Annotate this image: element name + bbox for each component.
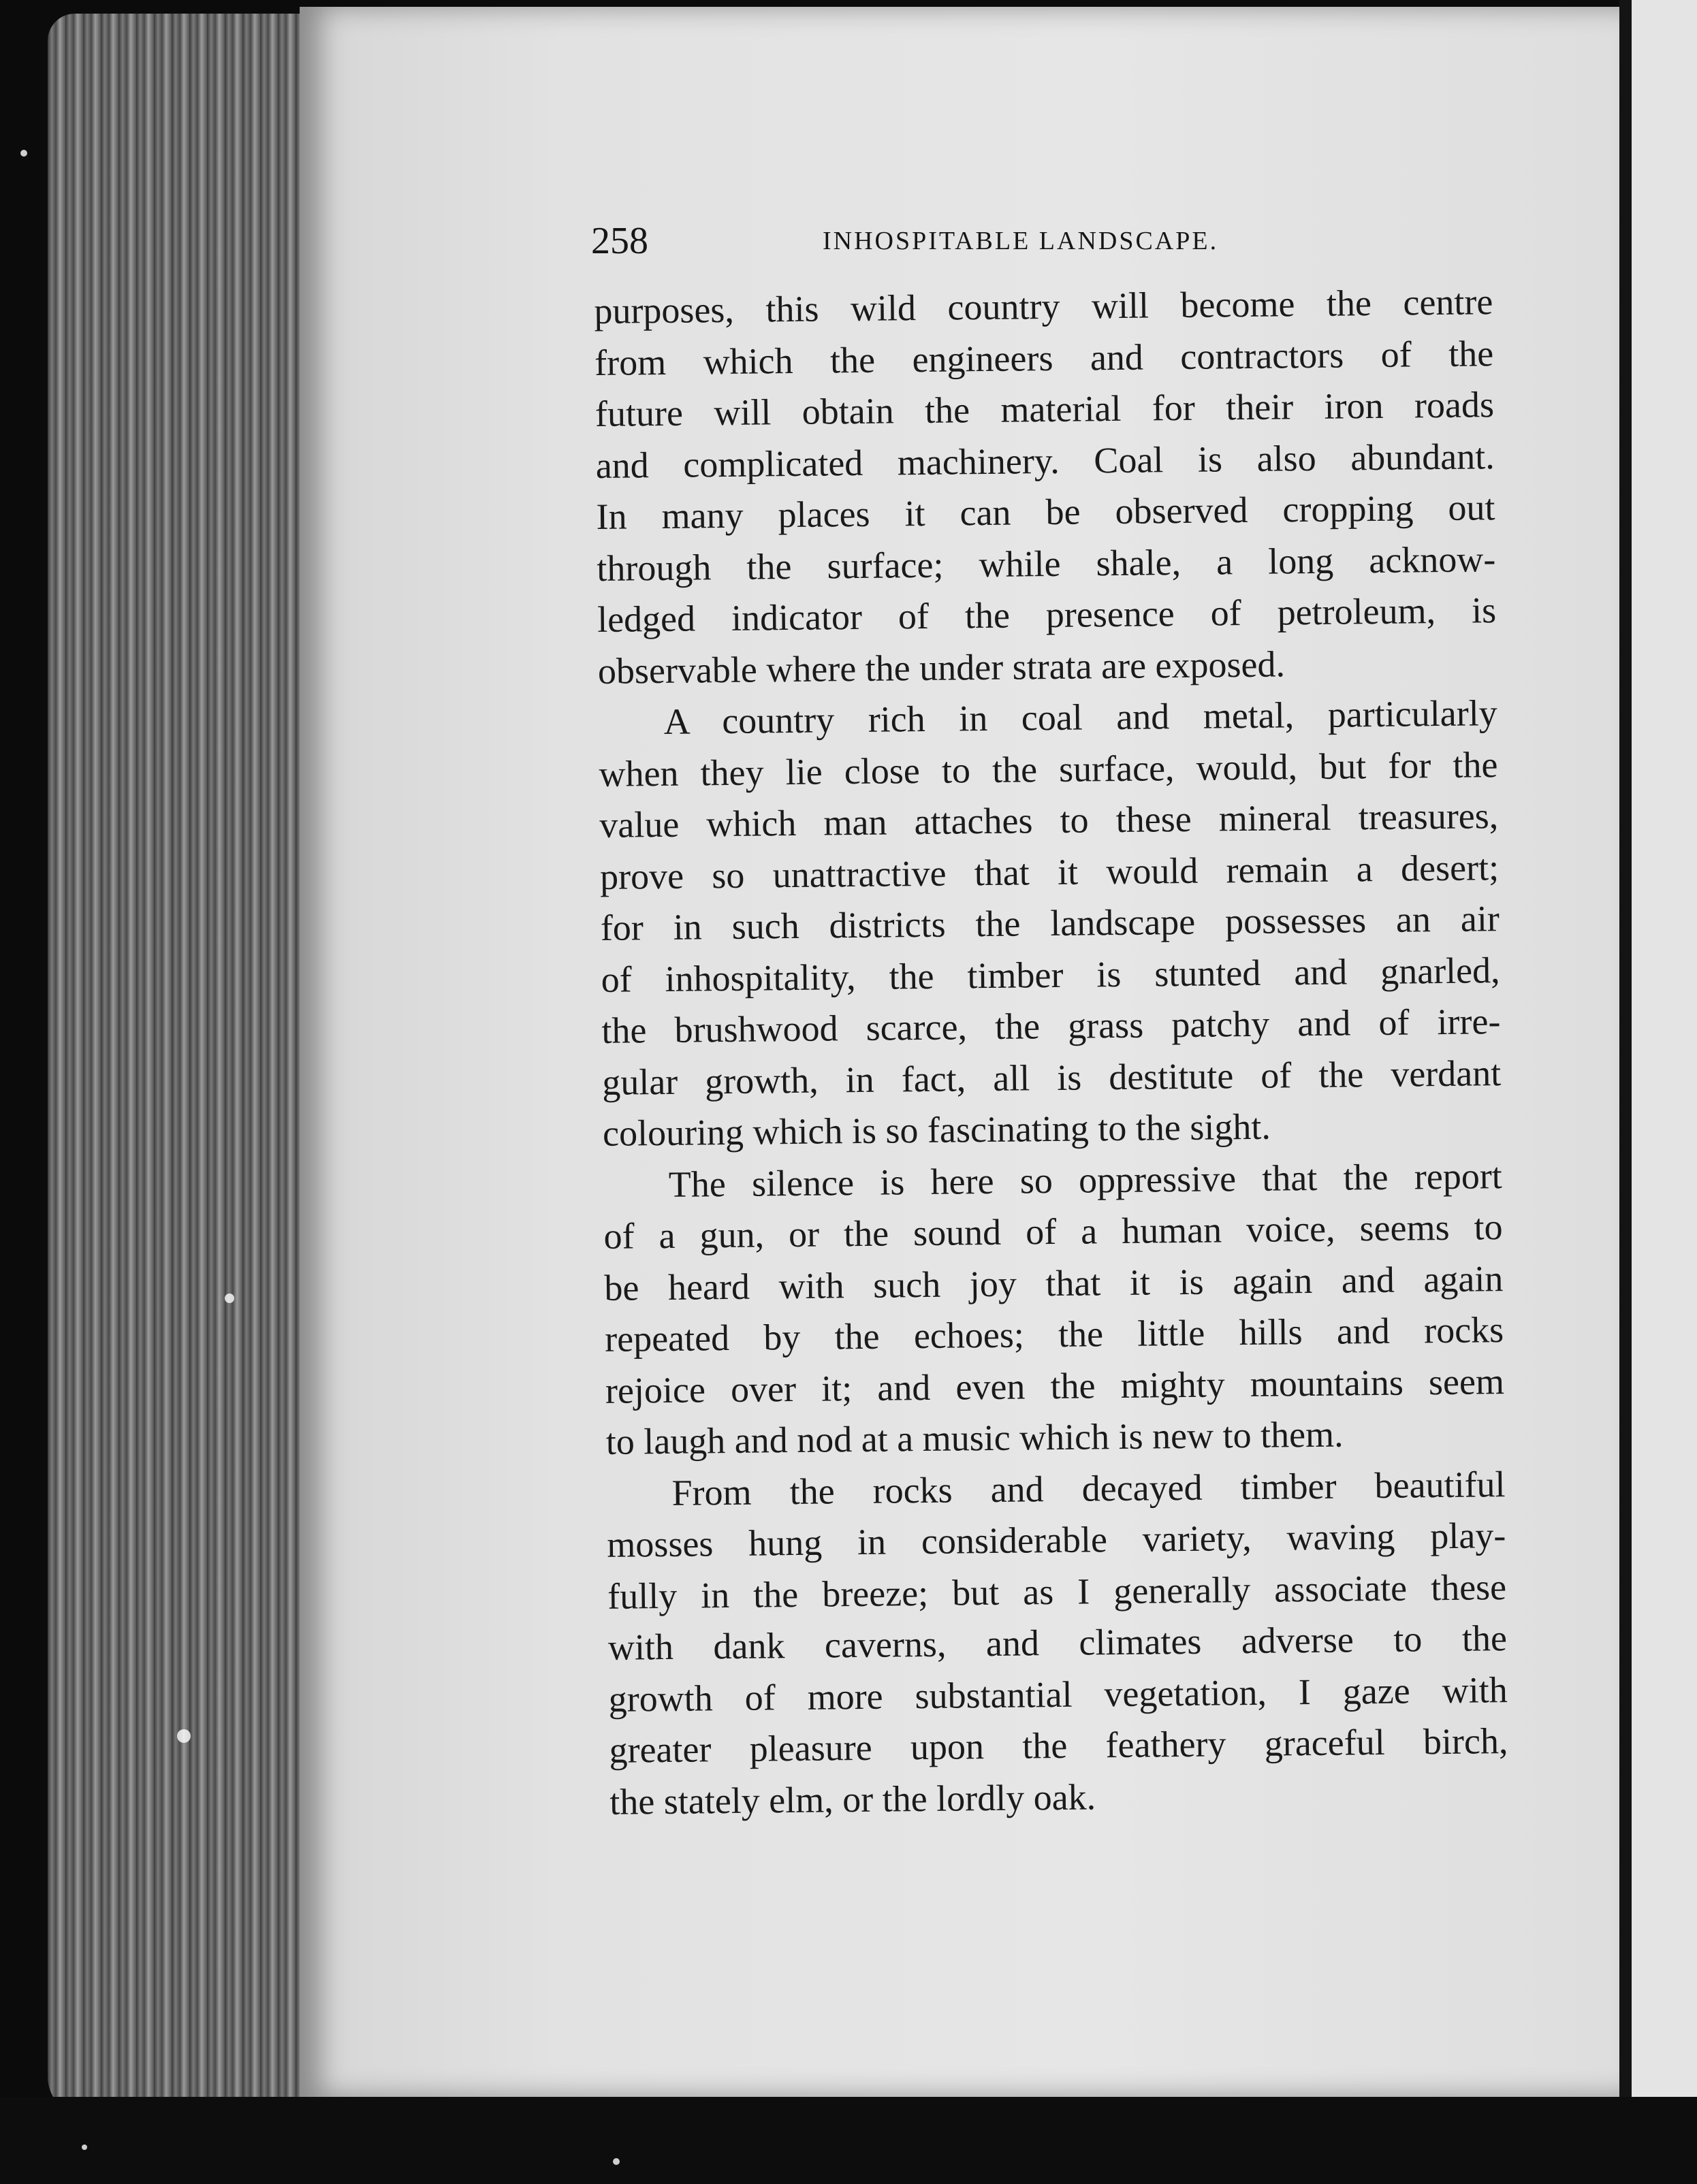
text-line: In many places it can be observed cropping out (596, 487, 1495, 537)
text-line: the stately elm, or the lordly oak. (609, 1776, 1096, 1822)
text-line: repeated by the echoes; the little hills and rocks (604, 1309, 1504, 1360)
page-number: 258 (591, 220, 648, 262)
dust-speck (613, 2158, 620, 2165)
book-page-edges (48, 14, 334, 2117)
text-line: and complicated machinery. Coal is also abundant. (595, 435, 1495, 486)
text-line: From the rocks and decayed timber beautiful (671, 1463, 1506, 1513)
dust-speck (82, 2145, 87, 2150)
page-header (591, 219, 1449, 267)
text-line: when they lie close to the surface, would, but for the (599, 743, 1498, 794)
text-line: of inhospitality, the timber is stunted and gnarled, (601, 949, 1500, 1000)
text-line: ledged indicator of the presence of petroleum, is (597, 590, 1497, 640)
text-line: of a gun, or the sound of a human voice, seems to (603, 1206, 1503, 1257)
paragraph (594, 276, 1497, 697)
running-head: INHOSPITABLE LANDSCAPE. (823, 227, 1219, 255)
paragraph (603, 1151, 1505, 1468)
text-line: value which man attaches to these mineral treasures, (599, 795, 1499, 846)
paragraph (606, 1459, 1508, 1828)
text-line: to laugh and nod at a music which is new to them. (605, 1413, 1344, 1462)
facing-page-edge (1619, 0, 1697, 2110)
dust-speck (20, 150, 27, 157)
text-line: gular growth, in fact, all is destitute of the verdant (601, 1052, 1502, 1103)
text-line: for in such districts the landscape possesses an air (600, 898, 1500, 948)
text-line: be heard with such joy that it is again and again (604, 1257, 1504, 1308)
text-line: observable where the under strata are exposed. (597, 643, 1286, 692)
text-line: from which the engineers and contractors of the (594, 332, 1494, 383)
dust-speck (225, 1294, 234, 1303)
text-line: greater pleasure upon the feathery graceful birch, (609, 1720, 1508, 1771)
dust-speck (177, 1729, 191, 1743)
text-line: The silence is here so oppressive that the report (668, 1155, 1503, 1205)
text-line: prove so unattractive that it would remain a desert; (599, 846, 1500, 897)
paragraph (598, 688, 1502, 1159)
text-line: the brushwood scarce, the grass patchy and of irre- (601, 1001, 1501, 1051)
text-line: A country rich in coal and metal, particularly (663, 692, 1497, 742)
text-line: with dank caverns, and climates adverse to the (607, 1618, 1508, 1668)
body-text (594, 276, 1509, 1828)
text-line: mosses hung in considerable variety, waving play- (607, 1515, 1506, 1565)
text-line: colouring which is so fascinating to the sight. (602, 1106, 1271, 1154)
scan-background (0, 2097, 1697, 2184)
text-line: future will obtain the material for their iron roads (594, 384, 1495, 434)
text-line: rejoice over it; and even the mighty mountains seem (605, 1360, 1505, 1411)
text-line: purposes, this wild country will become the centre (594, 281, 1493, 332)
text-line: through the surface; while shale, a long acknow- (597, 538, 1496, 589)
text-line: fully in the breeze; but as I generally associate these (607, 1566, 1507, 1617)
text-line: growth of more substantial vegetation, I gaze with (608, 1669, 1508, 1720)
